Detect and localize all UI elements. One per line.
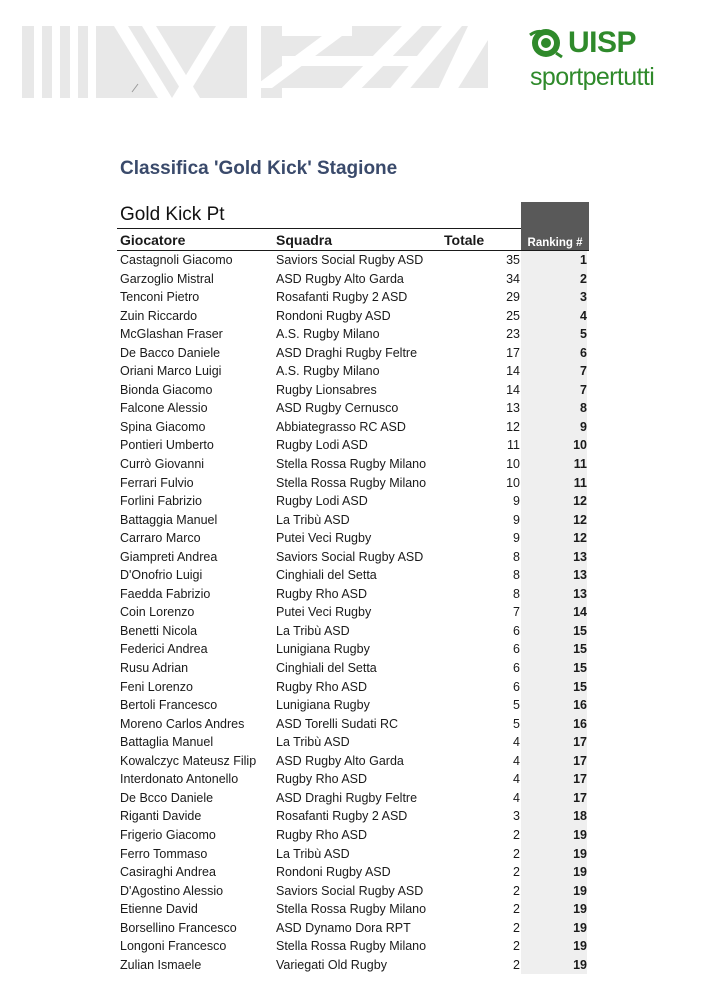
player-name: Castagnoli Giacomo <box>120 253 233 267</box>
table-row <box>0 807 706 826</box>
table-row <box>0 548 706 567</box>
player-name: Federici Andrea <box>120 642 208 657</box>
total-points: 3 <box>513 809 520 824</box>
total-points: 2 <box>513 865 520 880</box>
player-name: Etienne David <box>120 902 198 917</box>
table-row <box>0 307 706 326</box>
ranking-position: 16 <box>521 696 587 716</box>
total-points: 9 <box>513 531 520 546</box>
ranking-position: 14 <box>521 603 587 623</box>
total-points: 2 <box>513 846 520 861</box>
player-name: Currò Giovanni <box>120 457 205 472</box>
total-points: 2 <box>513 957 520 972</box>
ranking-position: 15 <box>521 640 587 660</box>
player-name: Forlini Fabrizio <box>120 494 202 509</box>
team-name: A.S. Rugby Milano <box>276 364 380 379</box>
table-row <box>0 251 706 270</box>
team-name: ASD Draghi Rugby Feltre <box>276 790 418 805</box>
ranking-position: 19 <box>521 845 587 865</box>
table-row <box>0 418 706 437</box>
table-row <box>0 455 706 474</box>
ranking-position: 19 <box>521 882 587 902</box>
ranking-position: 12 <box>521 529 587 549</box>
total-points: 9 <box>513 512 520 527</box>
table-row <box>0 603 706 622</box>
team-name: ASD Rugby Alto Garda <box>276 753 404 768</box>
table-row <box>0 362 706 381</box>
total-points: 6 <box>513 679 520 694</box>
table-row <box>0 882 706 901</box>
ranking-position: 9 <box>521 418 587 438</box>
team-name: Stella Rossa Rugby Milano <box>276 902 427 917</box>
player-name: Riganti Davide <box>120 809 202 824</box>
uisp-logo <box>528 26 672 98</box>
total-points: 35 <box>506 253 520 267</box>
ranking-position: 4 <box>521 307 587 327</box>
team-name: Rugby Rho ASD <box>276 586 368 601</box>
player-name: Moreno Carlos Andres <box>120 716 245 731</box>
table-row <box>0 585 706 604</box>
column-header-player: Giocatore <box>120 232 186 248</box>
table-row <box>0 919 706 938</box>
team-name: Stella Rossa Rugby Milano <box>276 475 427 490</box>
ranking-position: 3 <box>521 288 587 308</box>
ranking-position: 13 <box>521 548 587 568</box>
table-row <box>0 381 706 400</box>
table-row <box>0 566 706 585</box>
title-divider <box>117 228 521 229</box>
table-row <box>0 474 706 493</box>
total-points: 23 <box>506 327 520 342</box>
ranking-position: 15 <box>521 678 587 698</box>
table-row <box>0 900 706 919</box>
team-name: Saviors Social Rugby ASD <box>276 549 424 564</box>
total-points: 6 <box>513 661 520 676</box>
table-row <box>0 752 706 771</box>
column-header-total: Totale <box>444 232 485 248</box>
player-name: De Bcco Daniele <box>120 790 214 805</box>
team-name: Rugby Lionsabres <box>276 382 377 397</box>
ranking-position: 19 <box>521 937 587 957</box>
total-points: 14 <box>506 382 520 397</box>
total-points: 4 <box>513 790 520 805</box>
table-row <box>0 288 706 307</box>
team-name: ASD Torelli Sudati RC <box>276 716 399 731</box>
table-row <box>0 511 706 530</box>
team-name: Rondoni Rugby ASD <box>276 308 391 323</box>
player-name: Carraro Marco <box>120 531 201 546</box>
total-points: 2 <box>513 902 520 917</box>
player-name: D'Onofrio Luigi <box>120 568 203 583</box>
ranking-position: 5 <box>521 325 587 345</box>
player-name: Zuin Riccardo <box>120 308 198 323</box>
player-name: Ferrari Fulvio <box>120 475 194 490</box>
ranking-position: 19 <box>521 956 587 976</box>
team-name: La Tribù ASD <box>276 512 350 527</box>
player-name: Bionda Giacomo <box>120 382 213 397</box>
total-points: 5 <box>513 716 520 731</box>
table-row <box>0 270 706 289</box>
ranking-position: 6 <box>521 344 587 364</box>
player-name: Battaglia Manuel <box>120 735 214 750</box>
total-points: 6 <box>513 642 520 657</box>
table-row <box>0 863 706 882</box>
team-name: Cinghiali del Setta <box>276 568 377 583</box>
player-name: Longoni Francesco <box>120 939 227 954</box>
logo-word: UISP <box>568 26 637 59</box>
team-name: Putei Veci Rugby <box>276 531 372 546</box>
team-name: La Tribù ASD <box>276 623 350 638</box>
total-points: 8 <box>513 549 520 564</box>
total-points: 2 <box>513 939 520 954</box>
team-name: Stella Rossa Rugby Milano <box>276 457 427 472</box>
team-name: Rugby Lodi ASD <box>276 494 368 509</box>
ranking-position: 17 <box>521 733 587 753</box>
total-points: 14 <box>506 364 520 379</box>
ranking-position: 19 <box>521 863 587 883</box>
ranking-position: 13 <box>521 566 587 586</box>
table-row <box>0 845 706 864</box>
team-name: Rosafanti Rugby 2 ASD <box>276 809 408 824</box>
player-name: Rusu Adrian <box>120 661 189 676</box>
ranking-position: 18 <box>521 807 587 827</box>
total-points: 8 <box>513 586 520 601</box>
table-row <box>0 678 706 697</box>
total-points: 17 <box>506 345 520 360</box>
ranking-position: 7 <box>521 381 587 401</box>
player-name: Garzoglio Mistral <box>120 271 214 286</box>
page-title: Classifica 'Gold Kick' Stagione <box>120 158 398 179</box>
player-name: Benetti Nicola <box>120 623 198 638</box>
total-points: 13 <box>506 401 520 416</box>
team-name: ASD Rugby Cernusco <box>276 401 399 416</box>
team-name: Lunigiana Rugby <box>276 698 370 713</box>
player-name: Coin Lorenzo <box>120 605 195 620</box>
team-name: Rugby Rho ASD <box>276 772 368 787</box>
player-name: De Bacco Daniele <box>120 345 221 360</box>
table-row <box>0 344 706 363</box>
total-points: 6 <box>513 623 520 638</box>
player-name: Kowalczyc Mateusz Filip <box>120 753 257 768</box>
team-name: ASD Draghi Rugby Feltre <box>276 345 418 360</box>
team-name: Saviors Social Rugby ASD <box>276 253 424 267</box>
column-headers <box>0 230 706 250</box>
player-name: Pontieri Umberto <box>120 438 214 453</box>
total-points: 4 <box>513 772 520 787</box>
ranking-position: 1 <box>521 251 587 271</box>
table-row <box>0 399 706 418</box>
team-name: La Tribù ASD <box>276 846 350 861</box>
total-points: 10 <box>506 475 520 490</box>
ranking-position: 15 <box>521 659 587 679</box>
team-name: Cinghiali del Setta <box>276 661 377 676</box>
player-name: Interdonato Antonello <box>120 772 239 787</box>
player-name: Battaggia Manuel <box>120 512 218 527</box>
total-points: 4 <box>513 735 520 750</box>
ranking-position: 13 <box>521 585 587 605</box>
team-name: Putei Veci Rugby <box>276 605 372 620</box>
table-row <box>0 696 706 715</box>
team-name: Rugby Rho ASD <box>276 827 368 842</box>
total-points: 8 <box>513 568 520 583</box>
player-name: Ferro Tommaso <box>120 846 208 861</box>
team-name: Abbiategrasso RC ASD <box>276 419 406 434</box>
total-points: 10 <box>506 457 520 472</box>
table-row <box>0 733 706 752</box>
table-row <box>0 956 706 975</box>
player-name: Frigerio Giacomo <box>120 827 216 842</box>
ranking-position: 17 <box>521 770 587 790</box>
total-points: 2 <box>513 920 520 935</box>
ranking-position: 15 <box>521 622 587 642</box>
team-name: Saviors Social Rugby ASD <box>276 883 424 898</box>
column-header-team: Squadra <box>276 232 333 248</box>
decorative-banner <box>22 26 488 98</box>
ranking-position: 2 <box>521 270 587 290</box>
player-name: Feni Lorenzo <box>120 679 193 694</box>
logo-subtitle: sportpertutti <box>530 63 655 91</box>
ranking-position: 12 <box>521 511 587 531</box>
total-points: 2 <box>513 883 520 898</box>
ranking-position: 7 <box>521 362 587 382</box>
player-name: Zulian Ismaele <box>120 957 202 972</box>
player-name: Bertoli Francesco <box>120 698 218 713</box>
team-name: ASD Rugby Alto Garda <box>276 271 404 286</box>
table-row <box>0 492 706 511</box>
table-row <box>0 937 706 956</box>
ranking-position: 8 <box>521 399 587 419</box>
player-name: Spina Giacomo <box>120 419 206 434</box>
table-row <box>0 826 706 845</box>
ranking-position: 12 <box>521 492 587 512</box>
ranking-position: 11 <box>521 474 587 494</box>
player-name: McGlashan Fraser <box>120 327 223 342</box>
ranking-position: 19 <box>521 900 587 920</box>
ranking-table-body <box>0 251 706 974</box>
player-name: Faedda Fabrizio <box>120 586 211 601</box>
total-points: 25 <box>506 308 520 323</box>
player-name: Tenconi Pietro <box>120 290 200 305</box>
table-row <box>0 640 706 659</box>
total-points: 9 <box>513 494 520 509</box>
table-row <box>0 622 706 641</box>
ranking-position: 11 <box>521 455 587 475</box>
ranking-position: 10 <box>521 436 587 456</box>
team-name: Lunigiana Rugby <box>276 642 370 657</box>
column-header-rank: Ranking # <box>527 237 583 249</box>
team-name: Rosafanti Rugby 2 ASD <box>276 290 408 305</box>
ranking-position: 16 <box>521 715 587 735</box>
total-points: 29 <box>506 290 520 305</box>
total-points: 12 <box>506 419 520 434</box>
player-name: Borsellino Francesco <box>120 920 237 935</box>
team-name: Variegati Old Rugby <box>276 957 387 972</box>
player-name: Casiraghi Andrea <box>120 865 216 880</box>
ranking-position: 19 <box>521 826 587 846</box>
table-row <box>0 529 706 548</box>
team-name: A.S. Rugby Milano <box>276 327 380 342</box>
team-name: Rondoni Rugby ASD <box>276 865 391 880</box>
total-points: 7 <box>513 605 520 620</box>
total-points: 5 <box>513 698 520 713</box>
total-points: 4 <box>513 753 520 768</box>
player-name: Oriani Marco Luigi <box>120 364 222 379</box>
table-row <box>0 770 706 789</box>
logo-mark-icon <box>528 27 564 59</box>
team-name: Rugby Lodi ASD <box>276 438 368 453</box>
team-name: Stella Rossa Rugby Milano <box>276 939 427 954</box>
team-name: La Tribù ASD <box>276 735 350 750</box>
ranking-position: 19 <box>521 919 587 939</box>
table-row <box>0 325 706 344</box>
total-points: 11 <box>507 438 520 453</box>
ranking-position: 17 <box>521 789 587 809</box>
team-name: ASD Dynamo Dora RPT <box>276 920 411 935</box>
table-row <box>0 659 706 678</box>
table-row <box>0 789 706 808</box>
player-name: D'Agostino Alessio <box>120 883 224 898</box>
total-points: 34 <box>506 271 520 286</box>
team-name: Rugby Rho ASD <box>276 679 368 694</box>
table-row <box>0 715 706 734</box>
ranking-position: 17 <box>521 752 587 772</box>
total-points: 2 <box>513 827 520 842</box>
player-name: Giampreti Andrea <box>120 549 218 564</box>
table-row <box>0 436 706 455</box>
table-title: Gold Kick Pt <box>120 204 225 225</box>
player-name: Falcone Alessio <box>120 401 208 416</box>
